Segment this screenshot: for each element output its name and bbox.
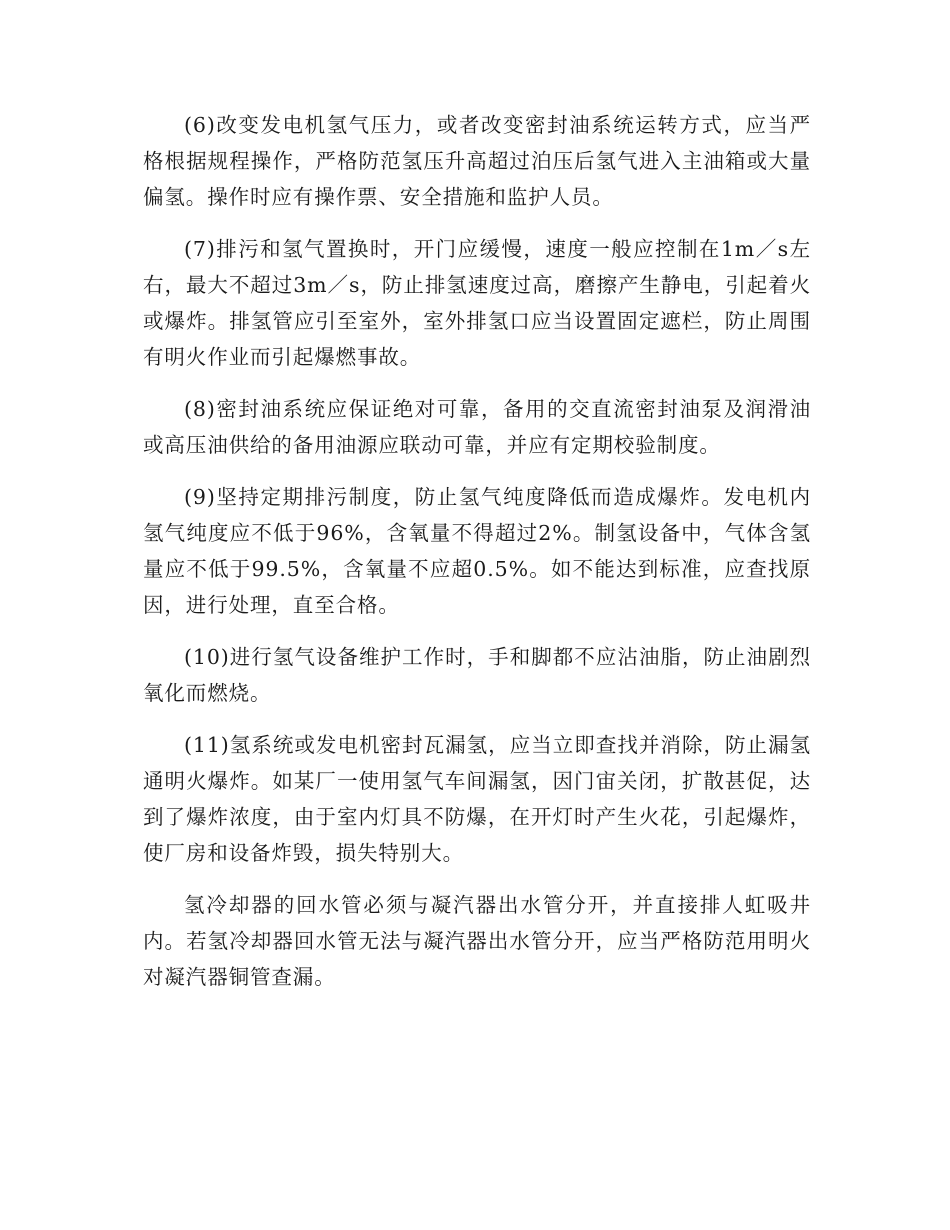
paragraph-10: (10)进行氢气设备维护工作时，手和脚都不应沾油脂，防止油剧烈氧化而燃烧。 — [143, 645, 811, 705]
document-page — [143, 107, 811, 1011]
paragraph-6: (6)改变发电机氢气压力，或者改变密封油系统运转方式，应当严格根据规程操作，严格防范氢压升高超过泊压后氢气进入主油箱或大量偏氢。操作时应有操作票、安全措施和监护人员。 — [143, 113, 811, 209]
paragraph-hydrogen-cooler: 氢冷却器的回水管必须与凝汽器出水管分开，并直接排人虹吸井内。若氢冷却器回水管无法与凝汽器出水管分开，应当严格防范用明火对凝汽器铜管查漏。 — [143, 893, 811, 989]
paragraph-9: (9)坚持定期排污制度，防止氢气纯度降低而造成爆炸。发电机内氢气纯度应不低于96%，含氧量不得超过2%。制氢设备中，气体含氢量应不低于99.5%，含氧量不应超0.5%。如不能达到标准，应查找原因，进行处理，直至合格。 — [143, 485, 811, 617]
paragraph-7: (7)排污和氢气置换时，开门应缓慢，速度一般应控制在1m／s左右，最大不超过3m／s，防止排氢速度过高，磨擦产生静电，引起着火或爆炸。排氢管应引至室外，室外排氢口应当设置固定遮栏，防止周围有明火作业而引起爆燃事故。 — [143, 237, 811, 369]
paragraph-8: (8)密封油系统应保证绝对可靠，备用的交直流密封油泵及润滑油或高压油供给的备用油源应联动可靠，并应有定期校验制度。 — [143, 397, 811, 457]
paragraph-11: (11)氢系统或发电机密封瓦漏氢，应当立即查找并消除，防止漏氢通明火爆炸。如某厂一使用氢气车间漏氢，因门宙关闭，扩散甚促，达到了爆炸浓度，由于室内灯具不防爆，在开灯时产生火花，引起爆炸，使厂房和设备炸毁，损失特别大。 — [143, 733, 811, 865]
